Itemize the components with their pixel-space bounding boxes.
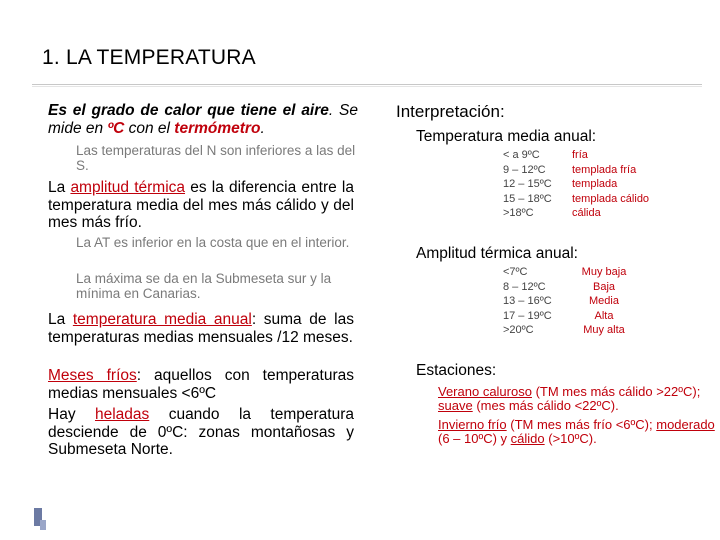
- frost-paragraph: Hay heladas cuando la temperatura desciende de 0ºC: zonas montañosas y Submeseta Norte.: [48, 406, 355, 458]
- range-item: <7ºC: [503, 266, 528, 278]
- category-label: Media: [589, 295, 619, 307]
- cold-months-paragraph: Meses fríos: aquellos con temperaturas medias mensuales <6ºC: [48, 367, 354, 402]
- range-item: < a 9ºC: [503, 149, 540, 161]
- category-label: Baja: [592, 280, 616, 293]
- annual-mean-paragraph: La temperatura media anual: suma de las temperaturas medias mensuales /12 meses.: [48, 311, 354, 346]
- category-label: Alta: [594, 309, 614, 322]
- max-min-note: La máxima se da en la Submeseta sur y la mínima en Canarias.: [76, 271, 332, 301]
- north-south-note: Las temperaturas del N son inferiores a las del S.: [76, 143, 356, 173]
- annual-temp-ranges: [503, 148, 552, 221]
- winter-note: Invierno frío (TM mes más frío <6ºC); moderado (6 – 10ºC) y cálido (>10ºC).: [438, 417, 715, 446]
- category-label: templada fría: [572, 163, 637, 176]
- range-item: >18ºC: [503, 207, 534, 219]
- category-label: Muy alta: [583, 324, 625, 336]
- seasons-heading: Estaciones:: [416, 362, 497, 379]
- slide-title: 1. LA TEMPERATURA: [42, 46, 256, 69]
- amplitude-ranges: [503, 265, 552, 338]
- decorative-corner-mark: [40, 520, 46, 530]
- definition-paragraph: Es el grado de calor que tiene el aire. Se mide en ºC con el termómetro.: [48, 102, 358, 137]
- range-item: 12 – 15ºC: [503, 178, 552, 190]
- amplitude-paragraph: La amplitud térmica es la diferencia entre la temperatura media del mes más cálido y del mes más frío.: [48, 179, 354, 231]
- amplitude-heading: Amplitud térmica anual:: [416, 245, 578, 262]
- annual-temp-heading: Temperatura media anual:: [416, 128, 597, 145]
- category-label: Muy baja: [581, 266, 627, 278]
- range-item: 15 – 18ºC: [503, 192, 552, 205]
- category-label: fría: [572, 149, 588, 161]
- category-label: cálida: [572, 207, 601, 219]
- title-divider: [32, 84, 702, 85]
- coast-interior-note: La AT es inferior en la costa que en el interior.: [76, 235, 350, 250]
- title-divider-shadow: [32, 86, 702, 87]
- range-item: 17 – 19ºC: [503, 309, 552, 322]
- category-label: templada cálido: [572, 192, 650, 205]
- range-item: 13 – 16ºC: [503, 295, 552, 307]
- interpretation-heading: Interpretación:: [396, 102, 505, 121]
- summer-note: Verano caluroso (TM mes más cálido >22ºC); suave (mes más cálido <22ºC).: [438, 384, 701, 413]
- title-bar: [0, 0, 720, 85]
- amplitude-labels: [578, 265, 630, 338]
- range-item: >20ºC: [503, 324, 534, 336]
- range-item: 8 – 12ºC: [503, 280, 546, 293]
- range-item: 9 – 12ºC: [503, 163, 546, 176]
- annual-temp-labels: [572, 148, 649, 221]
- category-label: templada: [572, 178, 618, 190]
